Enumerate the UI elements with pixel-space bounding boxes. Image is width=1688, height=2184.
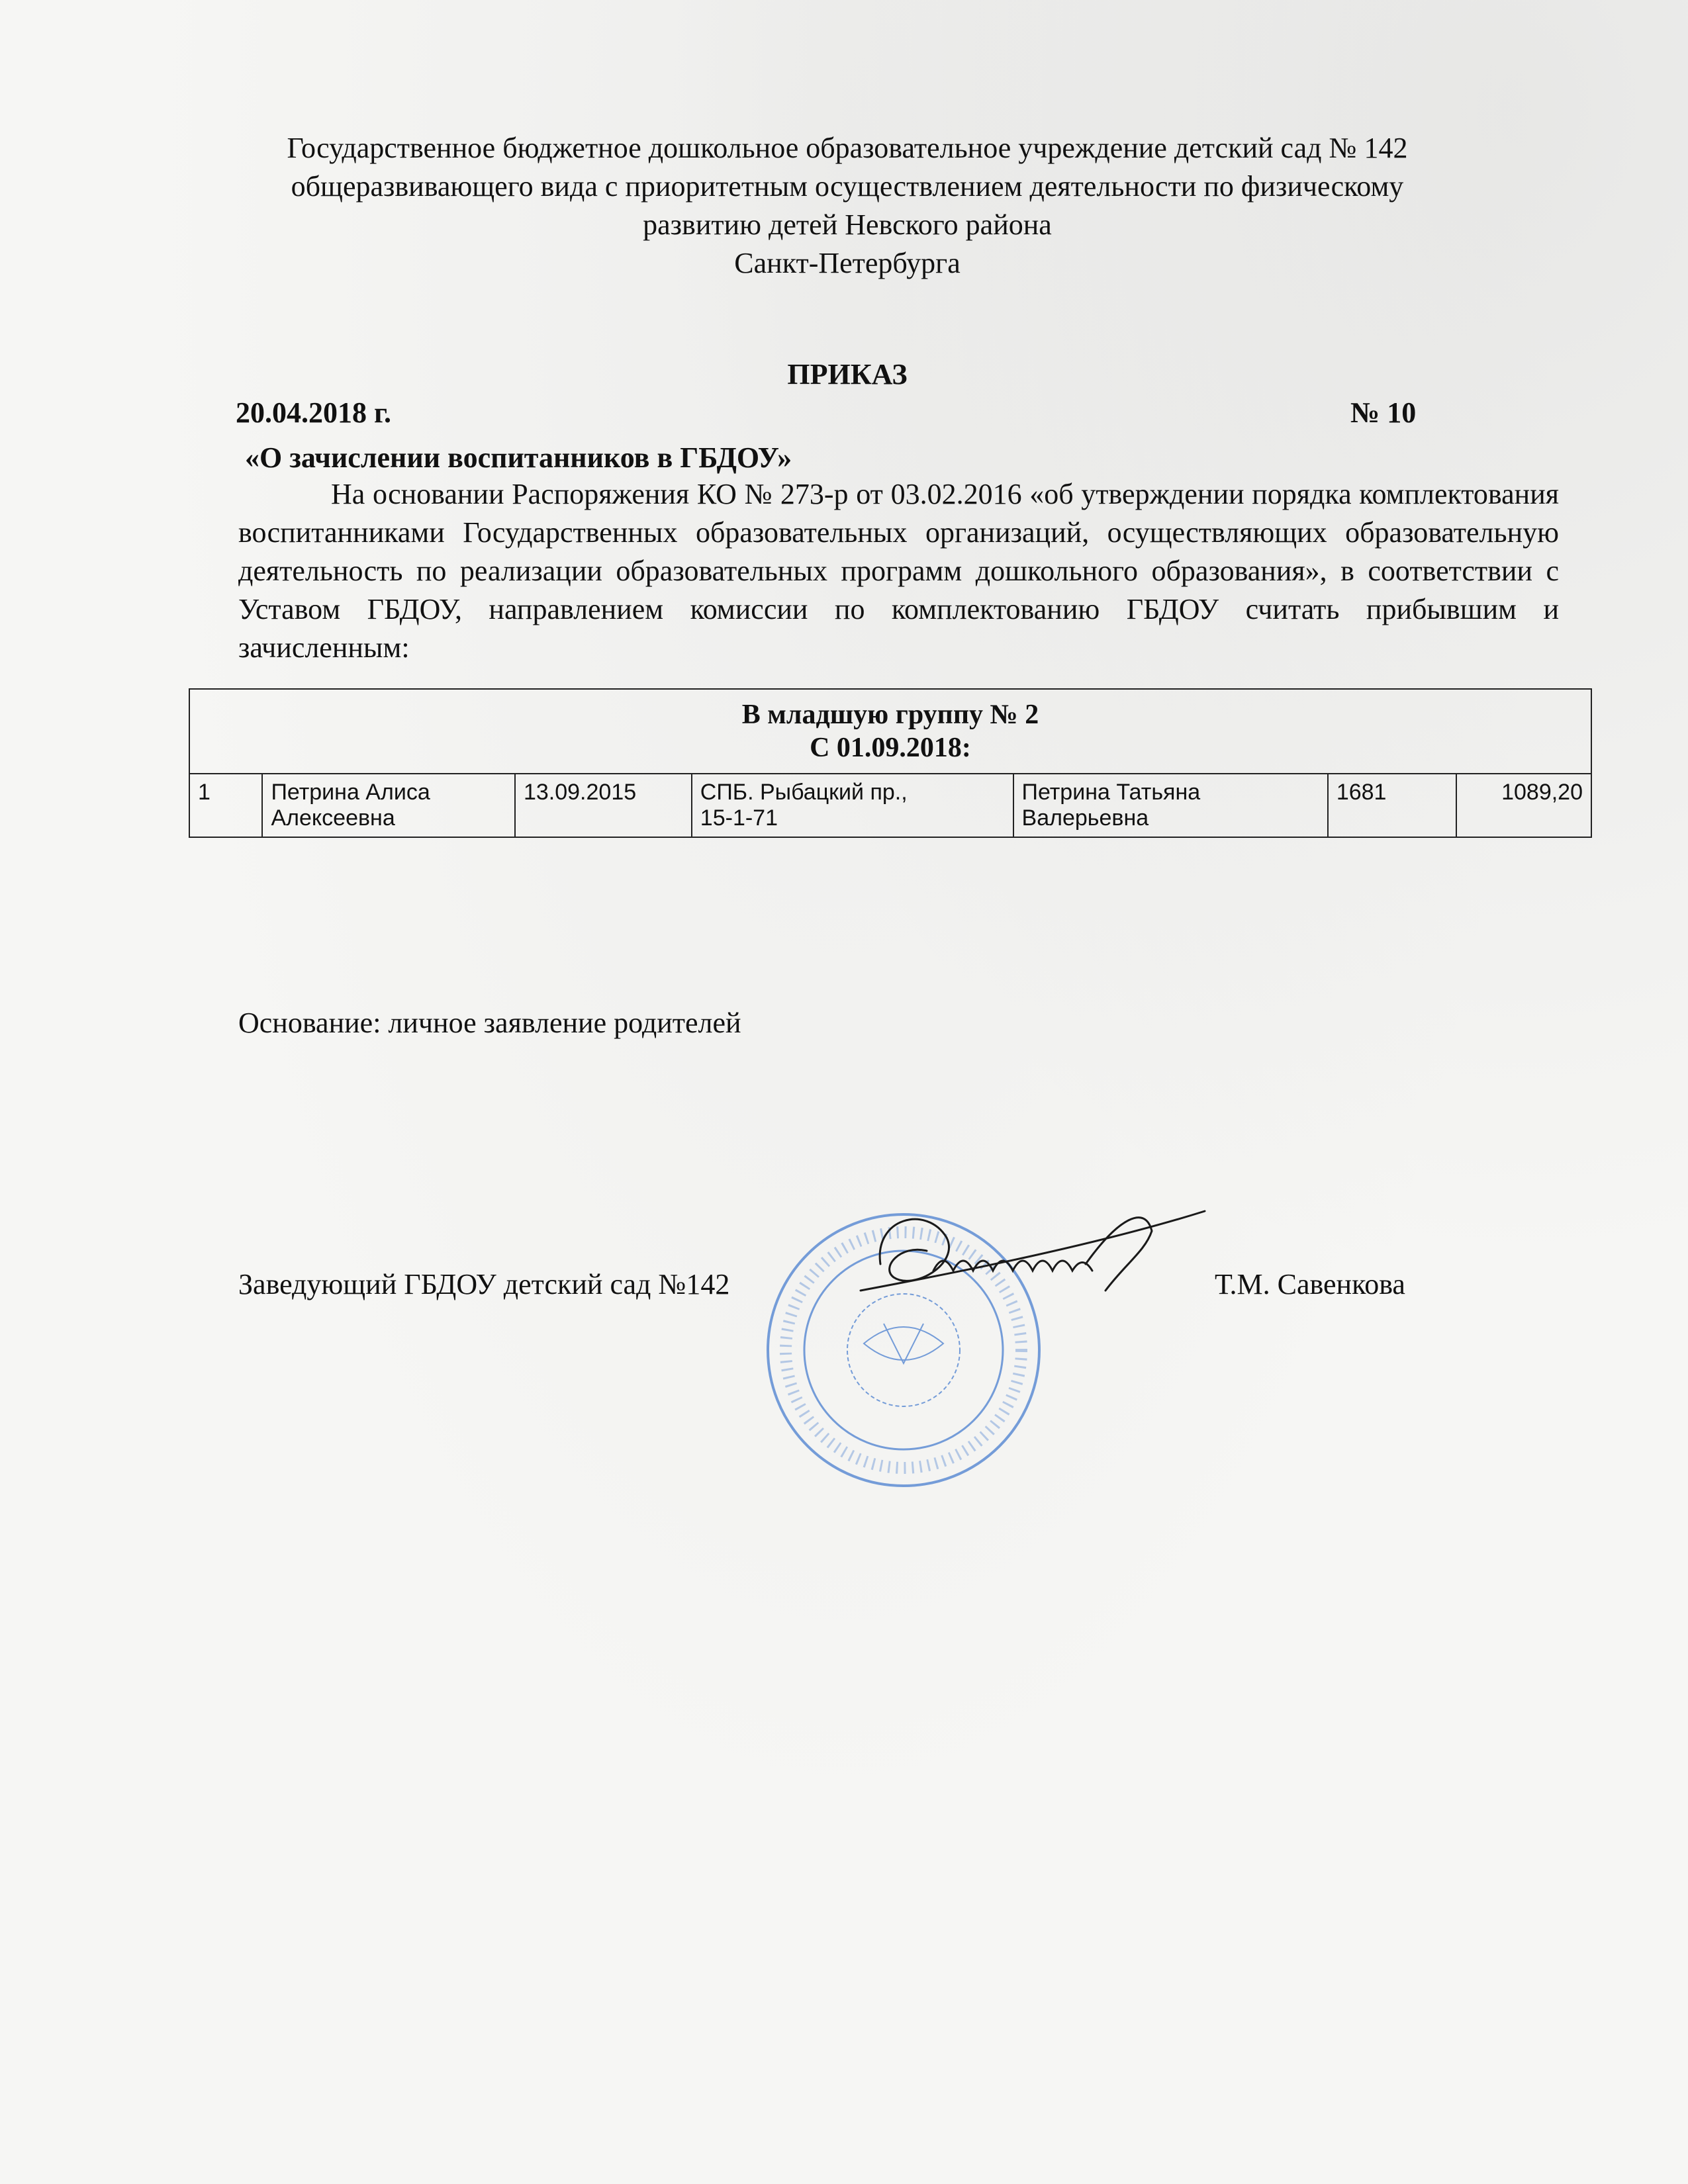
order-subject: «О зачислении воспитанников в ГБДОУ» (245, 441, 792, 474)
handwritten-signature (834, 1191, 1218, 1324)
signer-role: Заведующий ГБДОУ детский сад №142 (238, 1268, 730, 1300)
amount-cell: 1089,20 (1456, 774, 1591, 837)
organization-header (199, 129, 1496, 283)
group-start-date: С 01.09.2018: (810, 733, 971, 763)
header-line-3: развитию детей Невского района (643, 208, 1052, 241)
basis-text: Основание: личное заявление родителей (238, 1007, 741, 1039)
row-number: 1 (189, 774, 262, 837)
group-name: В младшую группу № 2 (741, 700, 1039, 730)
birth-date: 13.09.2015 (515, 774, 692, 837)
order-body: На основании Распоряжения КО № 273-р от 03.02.2016 «об утверждении порядка комплектования воспитанниками Государственных образовательных организаций, осуществляющих образовательную деятельность по реализации образовательных программ дошкольного образования», в соответствии с Уставом ГБДОУ, направлением комиссии по комплектованию ГБДОУ считать прибывшим и зачисленным: (238, 478, 1559, 664)
child-name: Петрина Алиса Алексеевна (262, 774, 514, 837)
address-line-2: 15-1-71 (700, 805, 778, 831)
enrollment-table (189, 688, 1592, 838)
address (692, 774, 1013, 837)
group-header-cell (189, 689, 1591, 774)
address-line-1: СПБ. Рыбацкий пр., (700, 780, 908, 805)
table-row (189, 774, 1591, 837)
code-cell: 1681 (1328, 774, 1456, 837)
order-number: № 10 (1350, 396, 1417, 429)
header-line-4: Санкт-Петербурга (734, 247, 961, 279)
header-line-2: общеразвивающего вида с приоритетным осуществлением деятельности по физическому (291, 170, 1404, 203)
parent-name: Петрина Татьяна Валерьевна (1013, 774, 1328, 837)
document-title: ПРИКАЗ (787, 358, 908, 390)
header-line-1: Государственное бюджетное дошкольное образовательное учреждение детский сад № 142 (287, 132, 1408, 164)
signer-name: Т.М. Савенкова (1215, 1268, 1405, 1300)
table-group-header-row (189, 689, 1591, 774)
order-date: 20.04.2018 г. (236, 396, 392, 429)
